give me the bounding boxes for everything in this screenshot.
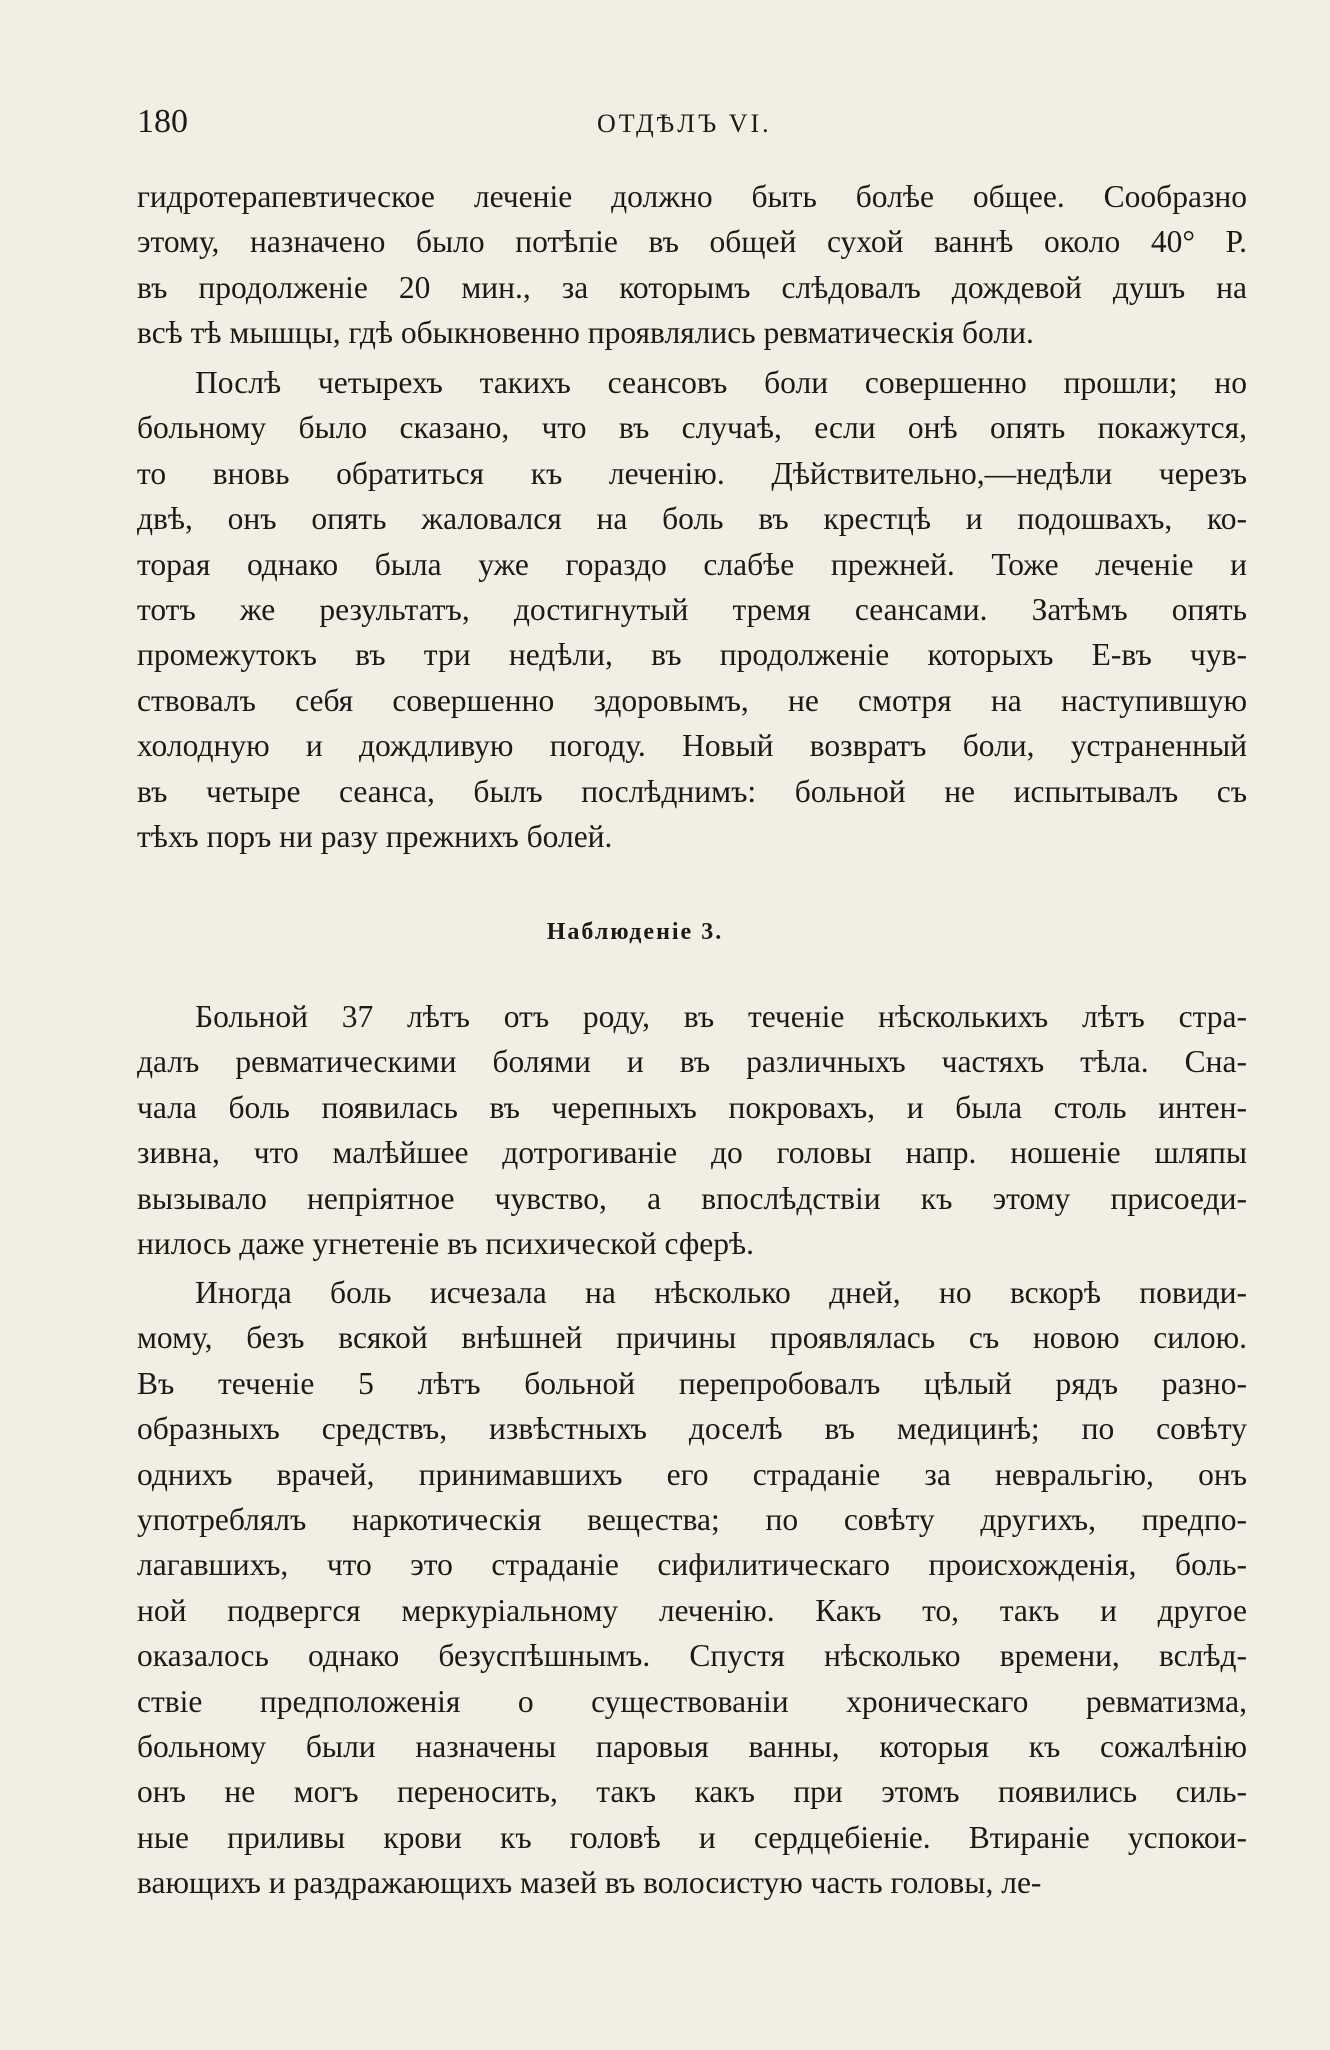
text-line: тотъ же результатъ, достигнутый тремя сеансами. Затѣмъ опять <box>137 591 1247 627</box>
paragraph-treatment-history <box>137 1270 1247 1905</box>
text-line: Больной 37 лѣтъ отъ роду, въ теченіе нѣсколькихъ лѣтъ стра- <box>195 999 1247 1034</box>
text-line: мому, безъ всякой внѣшней причины проявлялась съ новою силою. <box>137 1320 1247 1356</box>
text-line: Иногда боль исчезала на нѣсколько дней, но вскорѣ повиди- <box>195 1275 1247 1310</box>
text-line: онъ не могъ переносить, такъ какъ при этомъ появились силь- <box>137 1774 1247 1810</box>
text-line: употреблялъ наркотическія вещества; по совѣту другихъ, предпо- <box>137 1501 1247 1537</box>
text-line: образныхъ средствъ, извѣстныхъ доселѣ въ медицинѣ; по совѣту <box>137 1411 1247 1447</box>
text-line: промежутокъ въ три недѣли, въ продолженіе которыхъ Е-въ чув- <box>137 637 1247 673</box>
text-line: вызывало непріятное чувство, а впослѣдствіи къ этому присоеди- <box>137 1180 1247 1216</box>
page-header <box>137 100 1247 144</box>
text-line: Въ теченіе 5 лѣтъ больной перепробовалъ цѣлый рядъ разно- <box>137 1365 1247 1401</box>
text-line: въ продолженіе 20 мин., за которымъ слѣдовалъ дождевой душъ на <box>137 269 1247 305</box>
text-line: нилось даже угнетеніе въ психической сферѣ. <box>137 1225 754 1261</box>
text-line: ной подвергся меркуріальному леченію. Какъ то, такъ и другое <box>137 1592 1247 1628</box>
text-line: чала боль появилась въ черепныхъ покровахъ, и была столь интен- <box>137 1089 1247 1125</box>
text-line: этому, назначено было потѣпіе въ общей сухой ваннѣ около 40° Р. <box>137 224 1247 260</box>
text-line: лагавшихъ, что это страданіе сифилитическаго происхожденія, боль- <box>137 1547 1247 1583</box>
running-head: ОТДѢЛЪ VI. <box>597 109 772 138</box>
text-line: далъ ревматическими болями и въ различныхъ частяхъ тѣла. Сна- <box>137 1044 1247 1080</box>
text-line: то вновь обратиться къ леченію. Дѣйствительно,—недѣли черезъ <box>137 455 1247 491</box>
section-heading <box>0 912 1330 952</box>
text-line: всѣ тѣ мышцы, гдѣ обыкновенно проявлялись ревматическія боли. <box>137 315 1034 351</box>
text-line: двѣ, онъ опять жаловался на боль въ крестцѣ и подошвахъ, ко- <box>137 501 1247 537</box>
text-line: больному было сказано, что въ случаѣ, если онѣ опять покажутся, <box>137 410 1247 446</box>
text-line: однихъ врачей, принимавшихъ его страданіе за невральгію, онъ <box>137 1456 1247 1492</box>
text-line: вающихъ и раздражающихъ мазей въ волосистую часть головы, ле- <box>137 1865 1042 1901</box>
text-line: больному были назначены паровыя ванны, которыя къ сожалѣнію <box>137 1728 1247 1764</box>
text-line: зивна, что малѣйшее дотрогиваніе до головы напр. ношеніе шляпы <box>137 1135 1247 1171</box>
text-line: ствіе предположенія о существованіи хроническаго ревматизма, <box>137 1683 1247 1719</box>
text-line: гидротерапевтическое леченіе должно быть болѣе общее. Сообразно <box>137 179 1247 214</box>
paragraph-observation-intro <box>137 994 1247 1266</box>
section-heading-text: Наблюденіе 3. <box>546 919 724 945</box>
page-number: 180 <box>137 103 188 140</box>
text-line: тѣхъ поръ ни разу прежнихъ болей. <box>137 818 613 854</box>
text-line: ствовалъ себя совершенно здоровымъ, не смотря на наступившую <box>137 682 1247 718</box>
paragraph-boli-proshli <box>137 360 1247 859</box>
text-line: холодную и дождливую погоду. Новый возвратъ боли, устраненный <box>137 728 1247 764</box>
text-line: Послѣ четырехъ такихъ сеансовъ боли совершенно прошли; но <box>195 365 1247 400</box>
text-line: ные приливы крови къ головѣ и сердцебіеніе. Втираніе успокои- <box>137 1819 1247 1855</box>
paragraph-continued <box>137 174 1247 356</box>
text-line: въ четыре сеанса, былъ послѣднимъ: больной не испытывалъ съ <box>137 773 1247 809</box>
text-line: торая однако была уже гораздо слабѣе прежней. Тоже леченіе и <box>137 546 1247 582</box>
text-line: оказалось однако безуспѣшнымъ. Спустя нѣсколько времени, вслѣд- <box>137 1638 1247 1674</box>
